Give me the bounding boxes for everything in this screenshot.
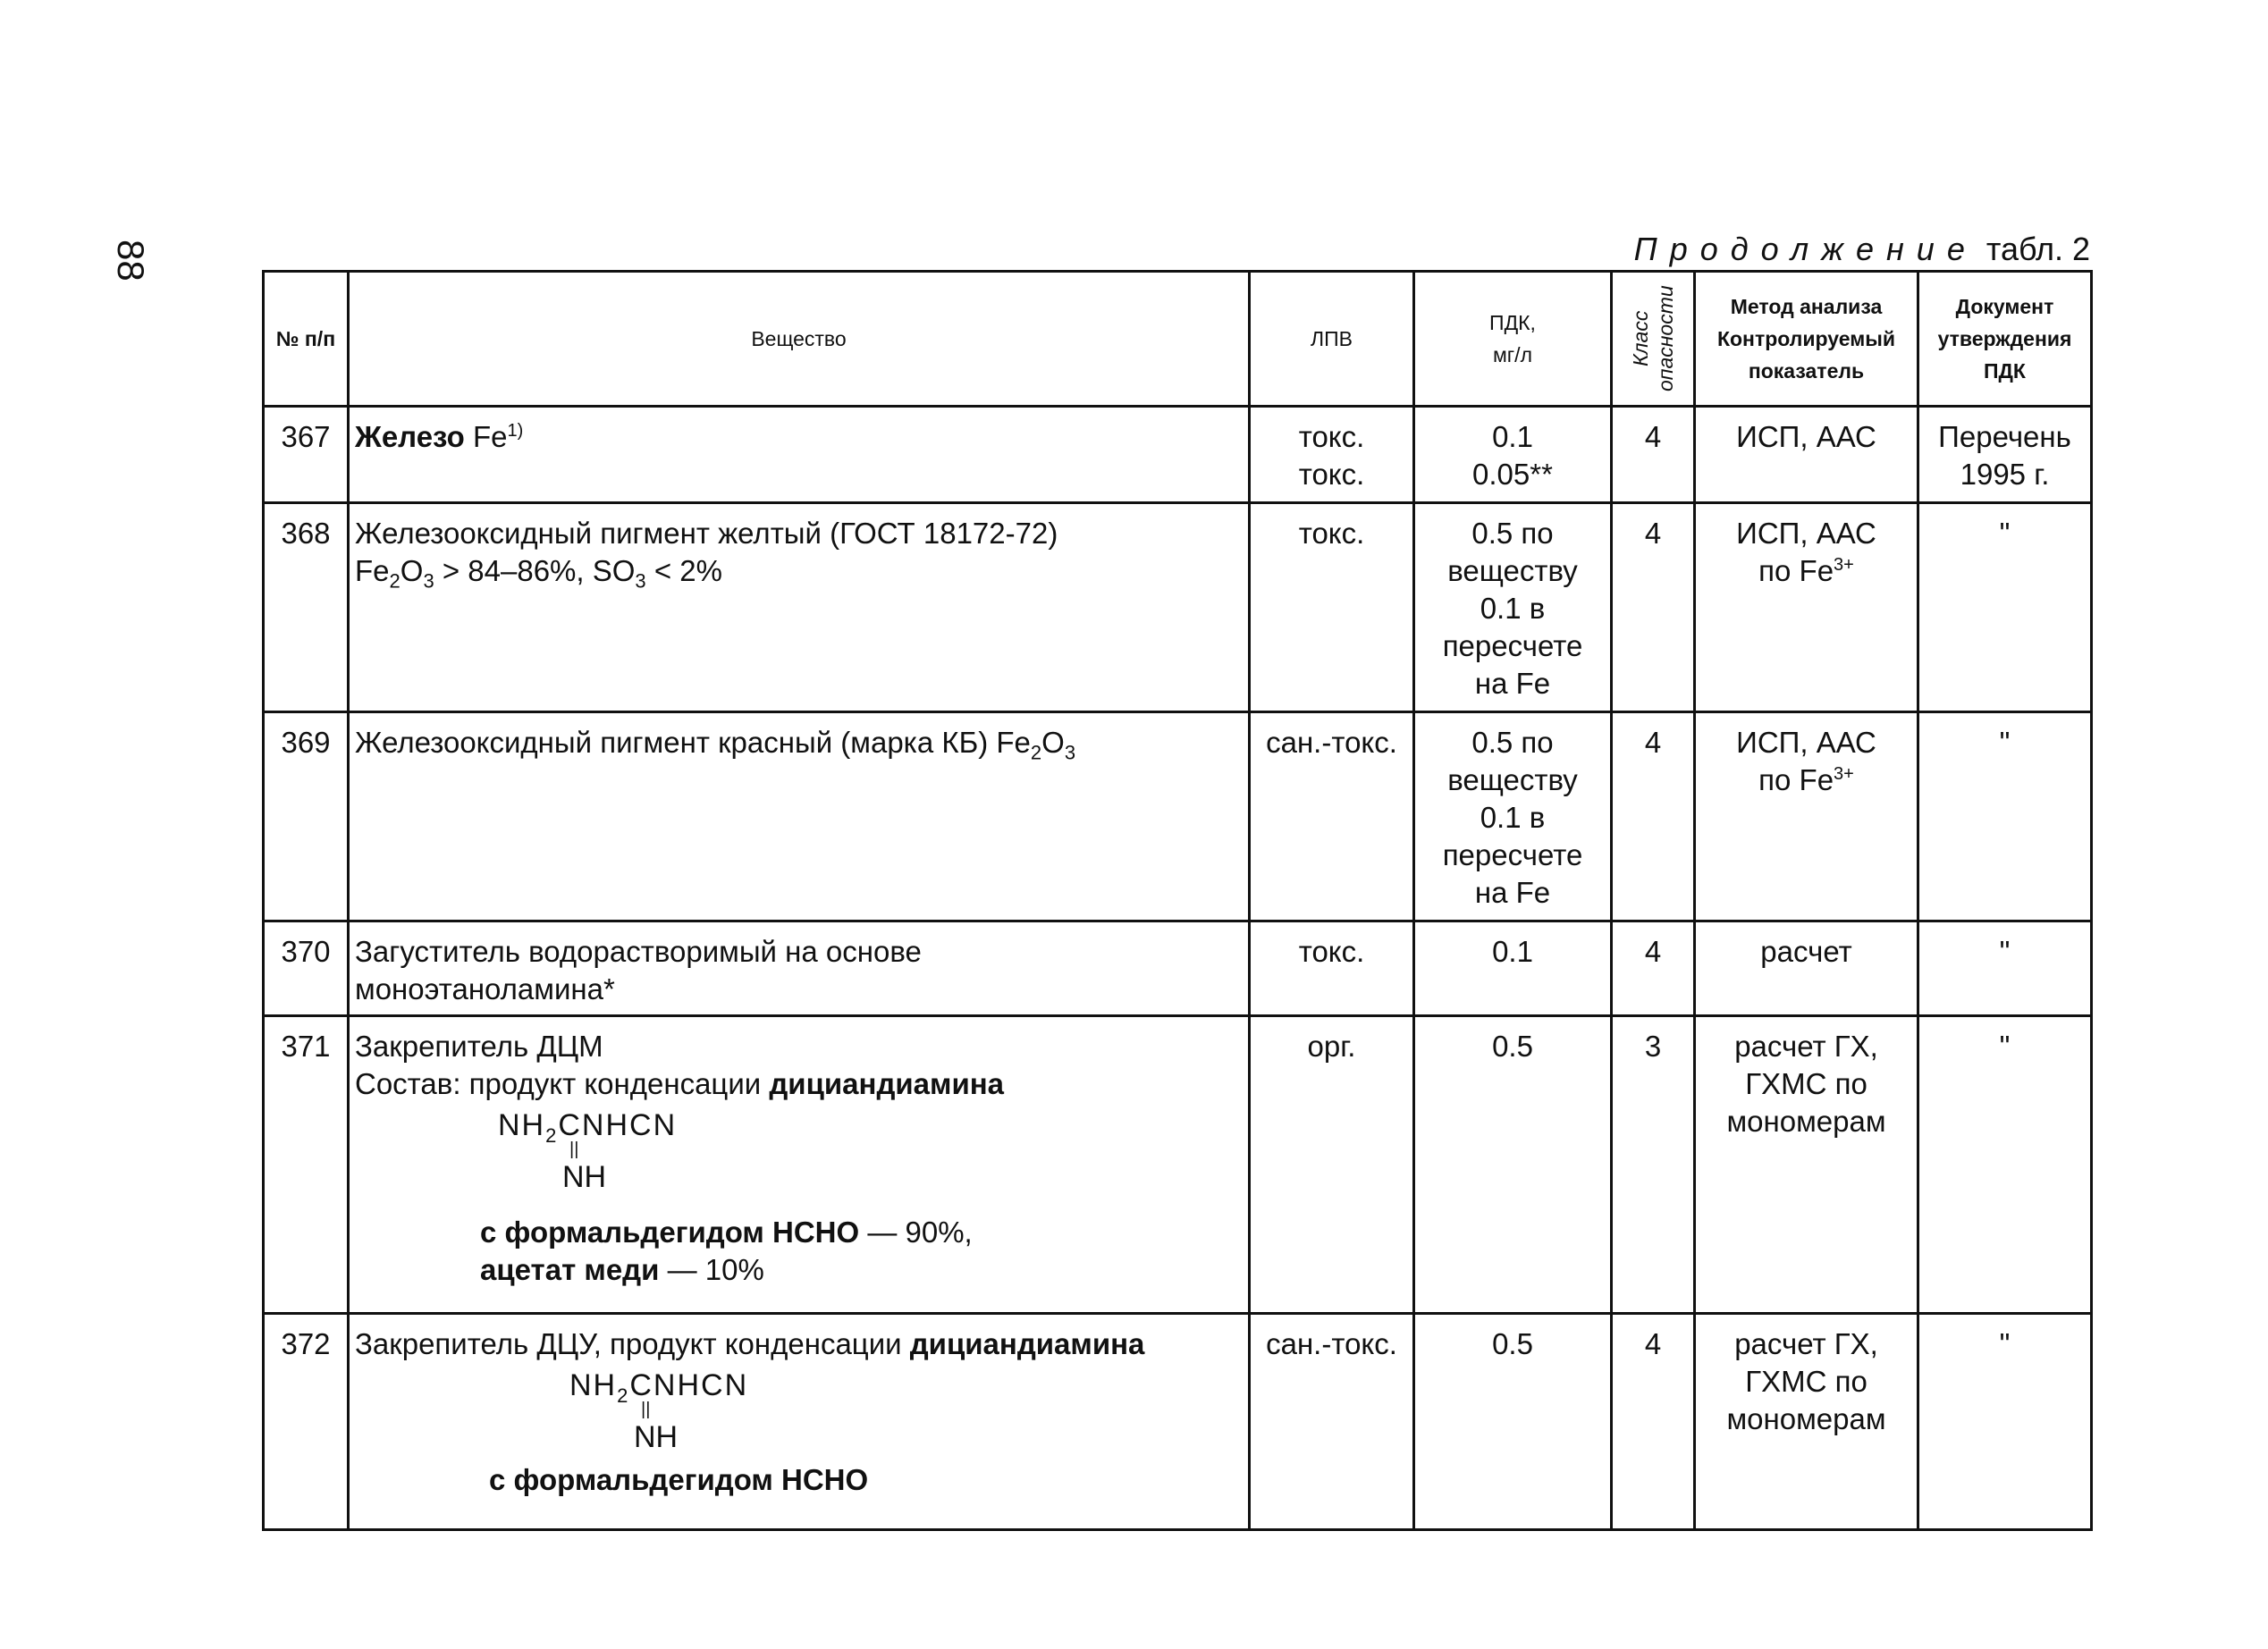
row-number: 368 <box>264 503 349 712</box>
row-document: " <box>1918 1016 2092 1314</box>
formula-part: O <box>1041 726 1065 759</box>
method-line: мономерам <box>1726 1402 1886 1435</box>
row-class: 4 <box>1612 921 1695 1016</box>
formula-part: Fe <box>355 554 390 587</box>
formula-top <box>498 1108 678 1147</box>
substance-text: Состав: продукт конденсации <box>355 1067 770 1100</box>
row-number: 372 <box>264 1314 349 1530</box>
lpv-value: токс. <box>1298 458 1365 491</box>
method-line: расчет ГХ, <box>1734 1327 1878 1360</box>
row-class: 3 <box>1612 1016 1695 1314</box>
substance-line: моноэтаноламина* <box>355 972 615 1005</box>
method-line <box>1701 761 1911 799</box>
header-doc-line1: Документ <box>1955 295 2054 318</box>
double-bond-mark: || <box>641 1400 651 1419</box>
formula-subscript: 2 <box>1030 741 1042 764</box>
table-row <box>264 712 2092 921</box>
row-class: 4 <box>1612 503 1695 712</box>
formula-bottom: NH <box>634 1420 679 1454</box>
substance-text: — 90%, <box>859 1216 973 1249</box>
row-number: 369 <box>264 712 349 921</box>
formula-part: NH <box>569 1368 618 1402</box>
substance-name-bold: Железо <box>355 420 465 453</box>
header-class <box>1612 272 1695 407</box>
pdk-value: 0.05** <box>1472 458 1553 491</box>
table-continuation-label <box>1634 231 2090 268</box>
row-document: " <box>1918 712 2092 921</box>
header-method-line1: Метод анализа <box>1730 295 1883 318</box>
pdk-line: веществу <box>1447 554 1578 587</box>
row-number: 367 <box>264 407 349 503</box>
row-pdk <box>1414 712 1612 921</box>
formula-subscript: 3 <box>635 569 646 593</box>
formula-subscript: 2 <box>617 1384 630 1407</box>
row-substance <box>349 503 1250 712</box>
row-substance <box>349 1016 1250 1314</box>
document-line: Перечень <box>1938 420 2071 453</box>
row-lpv: токс. <box>1250 503 1414 712</box>
substance-text: — 10% <box>659 1253 764 1286</box>
row-substance <box>349 1314 1250 1530</box>
formula-bottom: NH <box>562 1160 607 1194</box>
header-pdk <box>1414 272 1612 407</box>
table-row <box>264 921 2092 1016</box>
substance-text-bold: дициандиамина <box>769 1067 1005 1100</box>
pdk-line: пересчете <box>1442 838 1583 871</box>
formula-part: NH <box>498 1108 546 1142</box>
row-lpv: токс. <box>1250 921 1414 1016</box>
structural-formula <box>569 1368 1243 1458</box>
table-row <box>264 1314 2092 1530</box>
structural-formula <box>498 1108 1243 1198</box>
table-row <box>264 1016 2092 1314</box>
method-line: ГХМС по <box>1745 1067 1868 1100</box>
row-pdk <box>1414 407 1612 503</box>
continuation-word: Продолжение <box>1633 231 1977 267</box>
method-text: по Fe <box>1758 763 1834 796</box>
substance-name: Fe <box>464 420 508 453</box>
row-substance <box>349 921 1250 1016</box>
formula-subscript: 3 <box>1064 741 1076 764</box>
method-line: ГХМС по <box>1745 1365 1868 1398</box>
row-pdk: 0.5 <box>1414 1314 1612 1530</box>
pdk-line: веществу <box>1447 763 1578 796</box>
formula-part: > 84–86%, SO <box>434 554 636 587</box>
formula-part: CNHCN <box>629 1368 749 1402</box>
pdk-value: 0.1 <box>1492 420 1533 453</box>
method-line: ИСП, ААС <box>1736 726 1876 759</box>
header-method-line2: Контролируемый <box>1716 327 1896 350</box>
method-line <box>1701 552 1911 590</box>
method-superscript: 3+ <box>1834 555 1854 575</box>
formula-subscript: 2 <box>545 1123 559 1147</box>
substance-text-bold: ацетат меди <box>480 1253 660 1286</box>
pdk-line: на Fe <box>1474 667 1551 700</box>
pdk-line: 0.1 в <box>1480 801 1546 834</box>
row-method <box>1695 712 1918 921</box>
header-doc <box>1918 272 2092 407</box>
row-class: 4 <box>1612 712 1695 921</box>
substance-line <box>480 1251 1243 1289</box>
header-method-line3: показатель <box>1748 359 1865 383</box>
row-document: " <box>1918 921 2092 1016</box>
footnote-mark: 1) <box>507 421 524 441</box>
substance-formula-line <box>355 552 1243 593</box>
formula-subscript: 3 <box>423 569 434 593</box>
header-class-text: Класс опасности <box>1629 285 1677 392</box>
row-class: 4 <box>1612 1314 1695 1530</box>
header-method <box>1695 272 1918 407</box>
formula-top <box>569 1368 749 1407</box>
row-substance <box>349 712 1250 921</box>
substance-line <box>355 1065 1243 1103</box>
formula-part: O <box>400 554 424 587</box>
table-row <box>264 503 2092 712</box>
row-document <box>1918 407 2092 503</box>
row-document: " <box>1918 1314 2092 1530</box>
pdk-line: 0.1 в <box>1480 592 1546 625</box>
substance-text-bold: с формальдегидом НСНО <box>480 1216 860 1249</box>
row-method <box>1695 1016 1918 1314</box>
continuation-suffix: табл. 2 <box>1986 231 2090 267</box>
header-pdk-line2: мг/л <box>1492 343 1532 366</box>
header-substance: Вещество <box>349 272 1250 407</box>
row-method <box>1695 503 1918 712</box>
row-method: ИСП, ААС <box>1695 407 1918 503</box>
substance-text: Железооксидный пигмент красный (марка КБ) Fe <box>355 726 1031 759</box>
pdk-line: на Fe <box>1474 876 1551 909</box>
table-row <box>264 407 2092 503</box>
method-line: мономерам <box>1726 1105 1886 1138</box>
method-text: по Fe <box>1758 554 1834 587</box>
method-line: ИСП, ААС <box>1736 517 1876 550</box>
row-substance <box>349 407 1250 503</box>
substance-text-bold: с формальдегидом НСНО <box>489 1463 869 1496</box>
document-line: 1995 г. <box>1960 458 2050 491</box>
row-number: 370 <box>264 921 349 1016</box>
substance-line: Железооксидный пигмент желтый (ГОСТ 18172-72) <box>355 517 1058 550</box>
substance-line: Закрепитель ДЦМ <box>355 1030 603 1063</box>
row-lpv <box>1250 407 1414 503</box>
substance-text-bold: дициандиамина <box>909 1327 1145 1360</box>
substances-table <box>262 270 2093 1531</box>
formula-part: < 2% <box>645 554 722 587</box>
substance-line <box>355 1325 1243 1363</box>
table-header-row <box>264 272 2092 407</box>
formula-subscript: 2 <box>389 569 400 593</box>
double-bond-mark: || <box>569 1140 579 1159</box>
row-method <box>1695 1314 1918 1530</box>
row-class: 4 <box>1612 407 1695 503</box>
header-doc-line3: ПДК <box>1984 359 2026 383</box>
row-lpv: сан.-токс. <box>1250 712 1414 921</box>
row-method: расчет <box>1695 921 1918 1016</box>
pdk-line: 0.5 по <box>1471 726 1554 759</box>
page-number: 88 <box>110 240 152 282</box>
header-doc-line2: утверждения <box>1937 327 2072 350</box>
header-pdk-line1: ПДК, <box>1489 311 1536 334</box>
header-num: № п/п <box>264 272 349 407</box>
substance-line: Загуститель водорастворимый на основе <box>355 935 922 968</box>
lpv-value: токс. <box>1298 420 1365 453</box>
formula-part: CNHCN <box>558 1108 678 1142</box>
pdk-line: пересчете <box>1442 629 1583 662</box>
method-line: расчет ГХ, <box>1734 1030 1878 1063</box>
row-pdk: 0.5 <box>1414 1016 1612 1314</box>
substance-line <box>489 1461 1243 1499</box>
pdk-line: 0.5 по <box>1471 517 1554 550</box>
row-pdk: 0.1 <box>1414 921 1612 1016</box>
row-lpv: орг. <box>1250 1016 1414 1314</box>
row-number: 371 <box>264 1016 349 1314</box>
substance-text: Закрепитель ДЦУ, продукт конденсации <box>355 1327 910 1360</box>
row-lpv: сан.-токс. <box>1250 1314 1414 1530</box>
row-document: " <box>1918 503 2092 712</box>
substance-line <box>480 1214 1243 1251</box>
row-pdk <box>1414 503 1612 712</box>
method-superscript: 3+ <box>1834 764 1854 784</box>
header-lpv: ЛПВ <box>1250 272 1414 407</box>
